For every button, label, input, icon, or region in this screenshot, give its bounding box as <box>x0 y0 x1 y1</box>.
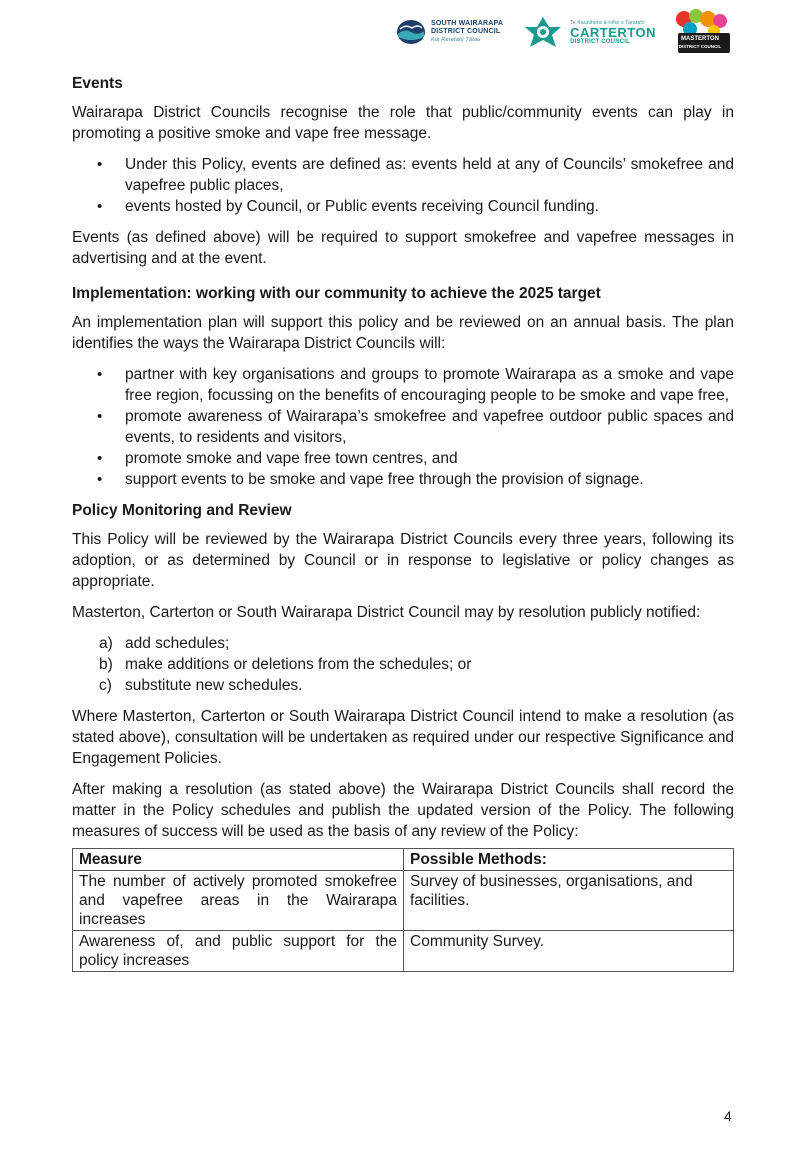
swdc-logo <box>396 19 503 45</box>
swdc-line1: SOUTH WAIRARAPA <box>431 20 504 27</box>
swdc-emblem-icon <box>396 19 426 45</box>
list-item-text: add schedules; <box>125 635 230 652</box>
measures-table <box>72 848 734 972</box>
table-header-measure: Measure <box>73 849 404 871</box>
carterton-logo <box>521 15 656 49</box>
table-cell: The number of actively promoted smokefree and vapefree areas in the Wairarapa increases <box>73 871 404 931</box>
list-item: • promote smoke and vape free town centres, and <box>125 448 734 469</box>
list-marker: b) <box>99 656 113 673</box>
table-cell: Community Survey. <box>404 931 734 972</box>
implementation-heading: Implementation: working with our community to achieve the 2025 target <box>72 285 601 302</box>
list-item: • promote awareness of Wairarapa’s smokefree and vapefree outdoor public spaces and events, to residents and visitors, <box>125 406 734 448</box>
list-item <box>99 654 734 675</box>
document-body <box>72 73 734 972</box>
list-item-text: make additions or deletions from the schedules; or <box>125 656 472 673</box>
list-marker: c) <box>99 677 112 694</box>
list-item: • Under this Policy, events are defined as: events held at any of Councils’ smokefree and vapefree public places, <box>125 154 734 196</box>
list-item <box>99 675 734 696</box>
list-item: • support events to be smoke and vape free through the provision of signage. <box>125 469 734 490</box>
page-number: 4 <box>724 1108 732 1124</box>
events-heading: Events <box>72 75 123 92</box>
table-cell: Survey of businesses, organisations, and facilities. <box>404 871 734 931</box>
schedule-actions-list <box>72 633 734 696</box>
events-intro: Wairarapa District Councils recognise the role that public/community events can play in promoting a positive smoke and vape free message. <box>72 104 734 142</box>
carterton-name: CARTERTON <box>570 24 656 40</box>
masterton-sub: DISTRICT COUNCIL <box>678 44 722 49</box>
swdc-line3: Kia Reretahi Tātau <box>431 37 481 43</box>
swdc-line2: DISTRICT COUNCIL <box>431 28 501 35</box>
carterton-emblem-icon <box>521 15 565 49</box>
list-item: • events hosted by Council, or Public events receiving Council funding. <box>125 196 734 217</box>
events-bullet-list <box>72 154 734 217</box>
carterton-tag: Te Kaunihera ā-rohe o Taratahi <box>570 19 645 26</box>
list-marker: a) <box>99 635 113 652</box>
table-header-methods: Possible Methods: <box>404 849 734 871</box>
table-row <box>73 871 734 931</box>
implementation-bullet-list <box>72 364 734 490</box>
table-cell: Awareness of, and public support for the policy increases <box>73 931 404 972</box>
events-closing: Events (as defined above) will be required to support smokefree and vapefree messages in advertising and at the event. <box>72 229 734 267</box>
monitoring-p2: Masterton, Carterton or South Wairarapa District Council may by resolution publicly notified: <box>72 604 701 621</box>
carterton-sub: DISTRICT COUNCIL <box>570 38 630 45</box>
monitoring-p3: Where Masterton, Carterton or South Wairarapa District Council intend to make a resolution (as stated above), consultation will be undertaken as required under our respective Significance and Engagement Policies. <box>72 708 734 767</box>
table-row <box>73 931 734 972</box>
masterton-logo-text <box>674 36 726 50</box>
list-item: • partner with key organisations and groups to promote Wairarapa as a smoke and vape free region, focussing on the benefits of encouraging people to be smoke and vape free, <box>125 364 734 406</box>
monitoring-p1: This Policy will be reviewed by the Wairarapa District Councils every three years, following its adoption, or as determined by Council or in response to legislative or policy changes as appropriate. <box>72 531 734 590</box>
monitoring-heading: Policy Monitoring and Review <box>72 502 292 519</box>
list-item-text: substitute new schedules. <box>125 677 303 694</box>
table-header-row <box>73 849 734 871</box>
implementation-intro: An implementation plan will support this policy and be reviewed on an annual basis. The plan identifies the ways the Wairarapa District Councils will: <box>72 314 734 352</box>
masterton-name: MASTERTON <box>681 36 719 42</box>
list-item <box>99 633 734 654</box>
monitoring-p4: After making a resolution (as stated above) the Wairarapa District Councils shall record the matter in the Policy schedules and publish the updated version of the Policy. The following measures of success will be used as the basis of any review of the Policy: <box>72 781 734 840</box>
